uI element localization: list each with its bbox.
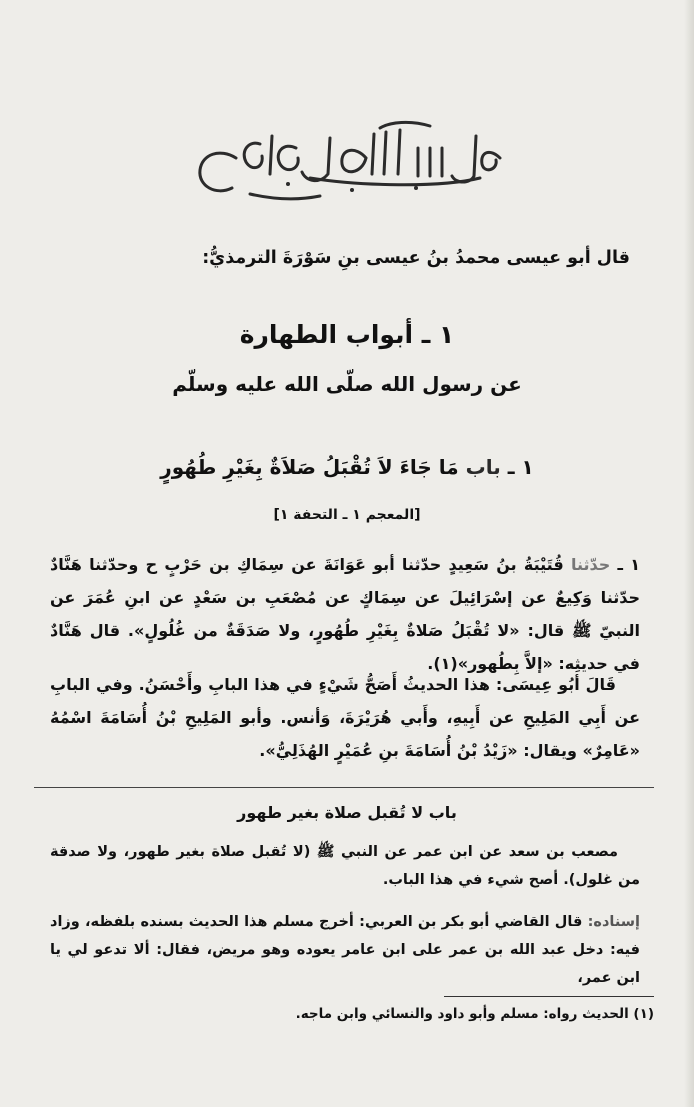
basmala-calligraphy-icon bbox=[180, 118, 514, 204]
tirmidhi-comment: قَالَ أبُو عِيسَى: هذا الحديثُ أَصَحُّ شَيْءٍ في هذا البابِ وأَحْسَنُ. وفي البابِ عن أَبِي المَلِيحِ عن أَبِيهِ، وأَبي هُرَيْرَةَ، وَأنس. وأبو المَلِيحِ بْنُ أُسَامَةَ اسْمُهُ «عَامِرٌ» ويقال: «زَيْدُ بْنُ أُسَامَةَ بنِ عُمَيْرٍ الهُذَلِيُّ». bbox=[50, 675, 640, 760]
isnad-text: قال القاضي أبو بكر بن العربي: أخرج مسلم هذا الحديث بسنده بلفظه، وزاد فيه: دخل عبد الله بن عمر على ابن عامر يعوده وهو مريض، فقال: ألا تدعو لي يا ابن عمر، bbox=[50, 914, 640, 986]
bab-title-text: مَا جَاءَ لاَ تُقْبَلُ صَلاَةٌ بِغَيْرِ طُهُورٍ bbox=[160, 455, 459, 479]
chapter-title: ١ ـ أبواب الطهارة bbox=[239, 320, 455, 349]
commentary-paragraph-1: مصعب بن سعد عن ابن عمر عن النبي ﷺ (لا تُقبل صلاة بغير طهور، ولا صدقة من غلول). أصح شيء في هذا الباب. bbox=[50, 844, 640, 888]
footnote-divider bbox=[444, 996, 654, 997]
commentary-title: باب لا تُقبل صلاة بغير طهور bbox=[237, 803, 457, 822]
page-edge-shadow bbox=[684, 0, 694, 1107]
hadith-paragraph bbox=[50, 548, 640, 680]
hadith-text: قُتَيْبَةُ بنُ سَعِيدٍ حدّثنا أبو عَوَانَةَ عن سِمَاكِ بن حَرْبٍ ح وحدّثنا هَنَّادٌ حدّثنا وَكِيعٌ عن إسْرَائِيلَ عن سِمَاكٍ عن مُصْعَبِ بن سَعْدٍ عن ابنِ عُمَرَ عن النبيّ ﷺ قال: «لا تُقْبَلُ صَلاةٌ بِغَيْرِ طُهُورٍ، ولا صَدَقَةٌ من غُلُولٍ». قال هَنَّادٌ في حديثِه: «إلاَّ بِطُهور»(١). bbox=[50, 555, 640, 673]
commentary-paragraph-2 bbox=[50, 908, 640, 992]
isnad-label: إسناده: bbox=[587, 914, 640, 930]
bab-heading bbox=[0, 455, 694, 479]
intro-line: قال أبو عيسى محمدُ بنُ عيسى بنِ سَوْرَةَ الترمذيُّ: bbox=[202, 248, 630, 268]
bab-word: باب bbox=[465, 455, 501, 479]
bab-number: ١ ـ bbox=[507, 455, 534, 479]
reference-line: [المعجم ١ ـ التحفة ١] bbox=[273, 507, 421, 523]
divider-line bbox=[34, 787, 654, 788]
footnote: (١) الحديث رواه: مسلم وأبو داود والنسائي وابن ماجه. bbox=[295, 1006, 654, 1022]
chapter-subtitle: عن رسول الله صلّى الله عليه وسلّم bbox=[172, 372, 522, 396]
basmala-calligraphy bbox=[180, 118, 514, 204]
haddathana-word: حدّثنا bbox=[570, 555, 611, 574]
hadith-number: ١ ـ bbox=[617, 555, 640, 574]
